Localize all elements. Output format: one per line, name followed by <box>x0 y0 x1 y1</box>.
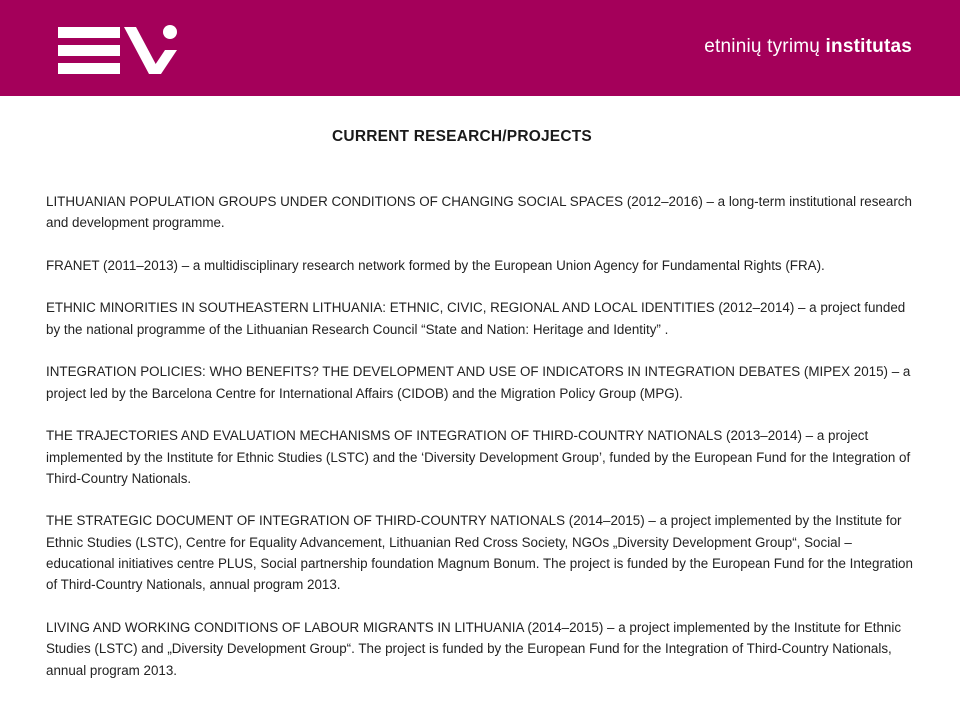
project-entry: LITHUANIAN POPULATION GROUPS UNDER CONDITIONS OF CHANGING SOCIAL SPACES (2012–2016) – a long-term institutional research and development programme. <box>46 194 912 231</box>
project-list <box>46 191 914 702</box>
page-title: CURRENT RESEARCH/PROJECTS <box>332 128 592 145</box>
project-entry: FRANET (2011–2013) – a multidisciplinary research network formed by the European Union Agency for Fundamental Rights (FRA). <box>46 257 825 273</box>
institute-name <box>704 36 912 58</box>
project-entry: ETHNIC MINORITIES IN SOUTHEASTERN LITHUANIA: ETHNIC, CIVIC, REGIONAL AND LOCAL IDENTITIES (2012–2014) – a project funded by the national programme of the Lithuanian Research Council “State and Nation: Heritage and Identity” . <box>46 300 906 337</box>
project-entry: THE STRATEGIC DOCUMENT OF INTEGRATION OF THIRD-COUNTRY NATIONALS (2014–2015) – a project implemented by the Institute for Ethnic Studies (LSTC), Centre for Equality Advancement, Lithuanian Red Cross Society, NGOs „Diversity Development Group“, Social – educational initiatives centre PLUS, Social partnership foundation Magnum Bonum. The project is funded by the European Fund for the Integration of Third-Country Nationals, annual program 2013. <box>46 513 913 593</box>
ei-logo-icon <box>56 24 180 76</box>
project-entry: INTEGRATION POLICIES: WHO BENEFITS? THE DEVELOPMENT AND USE OF INDICATORS IN INTEGRATION DEBATES (MIPEX 2015) – a project led by the Barcelona Centre for International Affairs (CIDOB) and the Migration Policy Group (MPG). <box>46 364 911 401</box>
institute-name-light: etninių tyrimų <box>704 36 826 57</box>
project-entry: THE TRAJECTORIES AND EVALUATION MECHANISMS OF INTEGRATION OF THIRD-COUNTRY NATIONALS (2013–2014) – a project implemented by the Institute for Ethnic Studies (LSTC) and the ‘Diversity Development Group’, funded by the European Fund for the Integration of Third-Country Nationals. <box>46 428 911 486</box>
project-entry: LIVING AND WORKING CONDITIONS OF LABOUR MIGRANTS IN LITHUANIA (2014–2015) – a project implemented by the Institute for Ethnic Studies (LSTC) and „Diversity Development Group“. The project is funded by the European Fund for the Integration of Third-Country Nationals, annual program 2013. <box>46 619 902 678</box>
header-banner <box>0 0 960 96</box>
institute-name-bold: institutas <box>825 36 912 57</box>
